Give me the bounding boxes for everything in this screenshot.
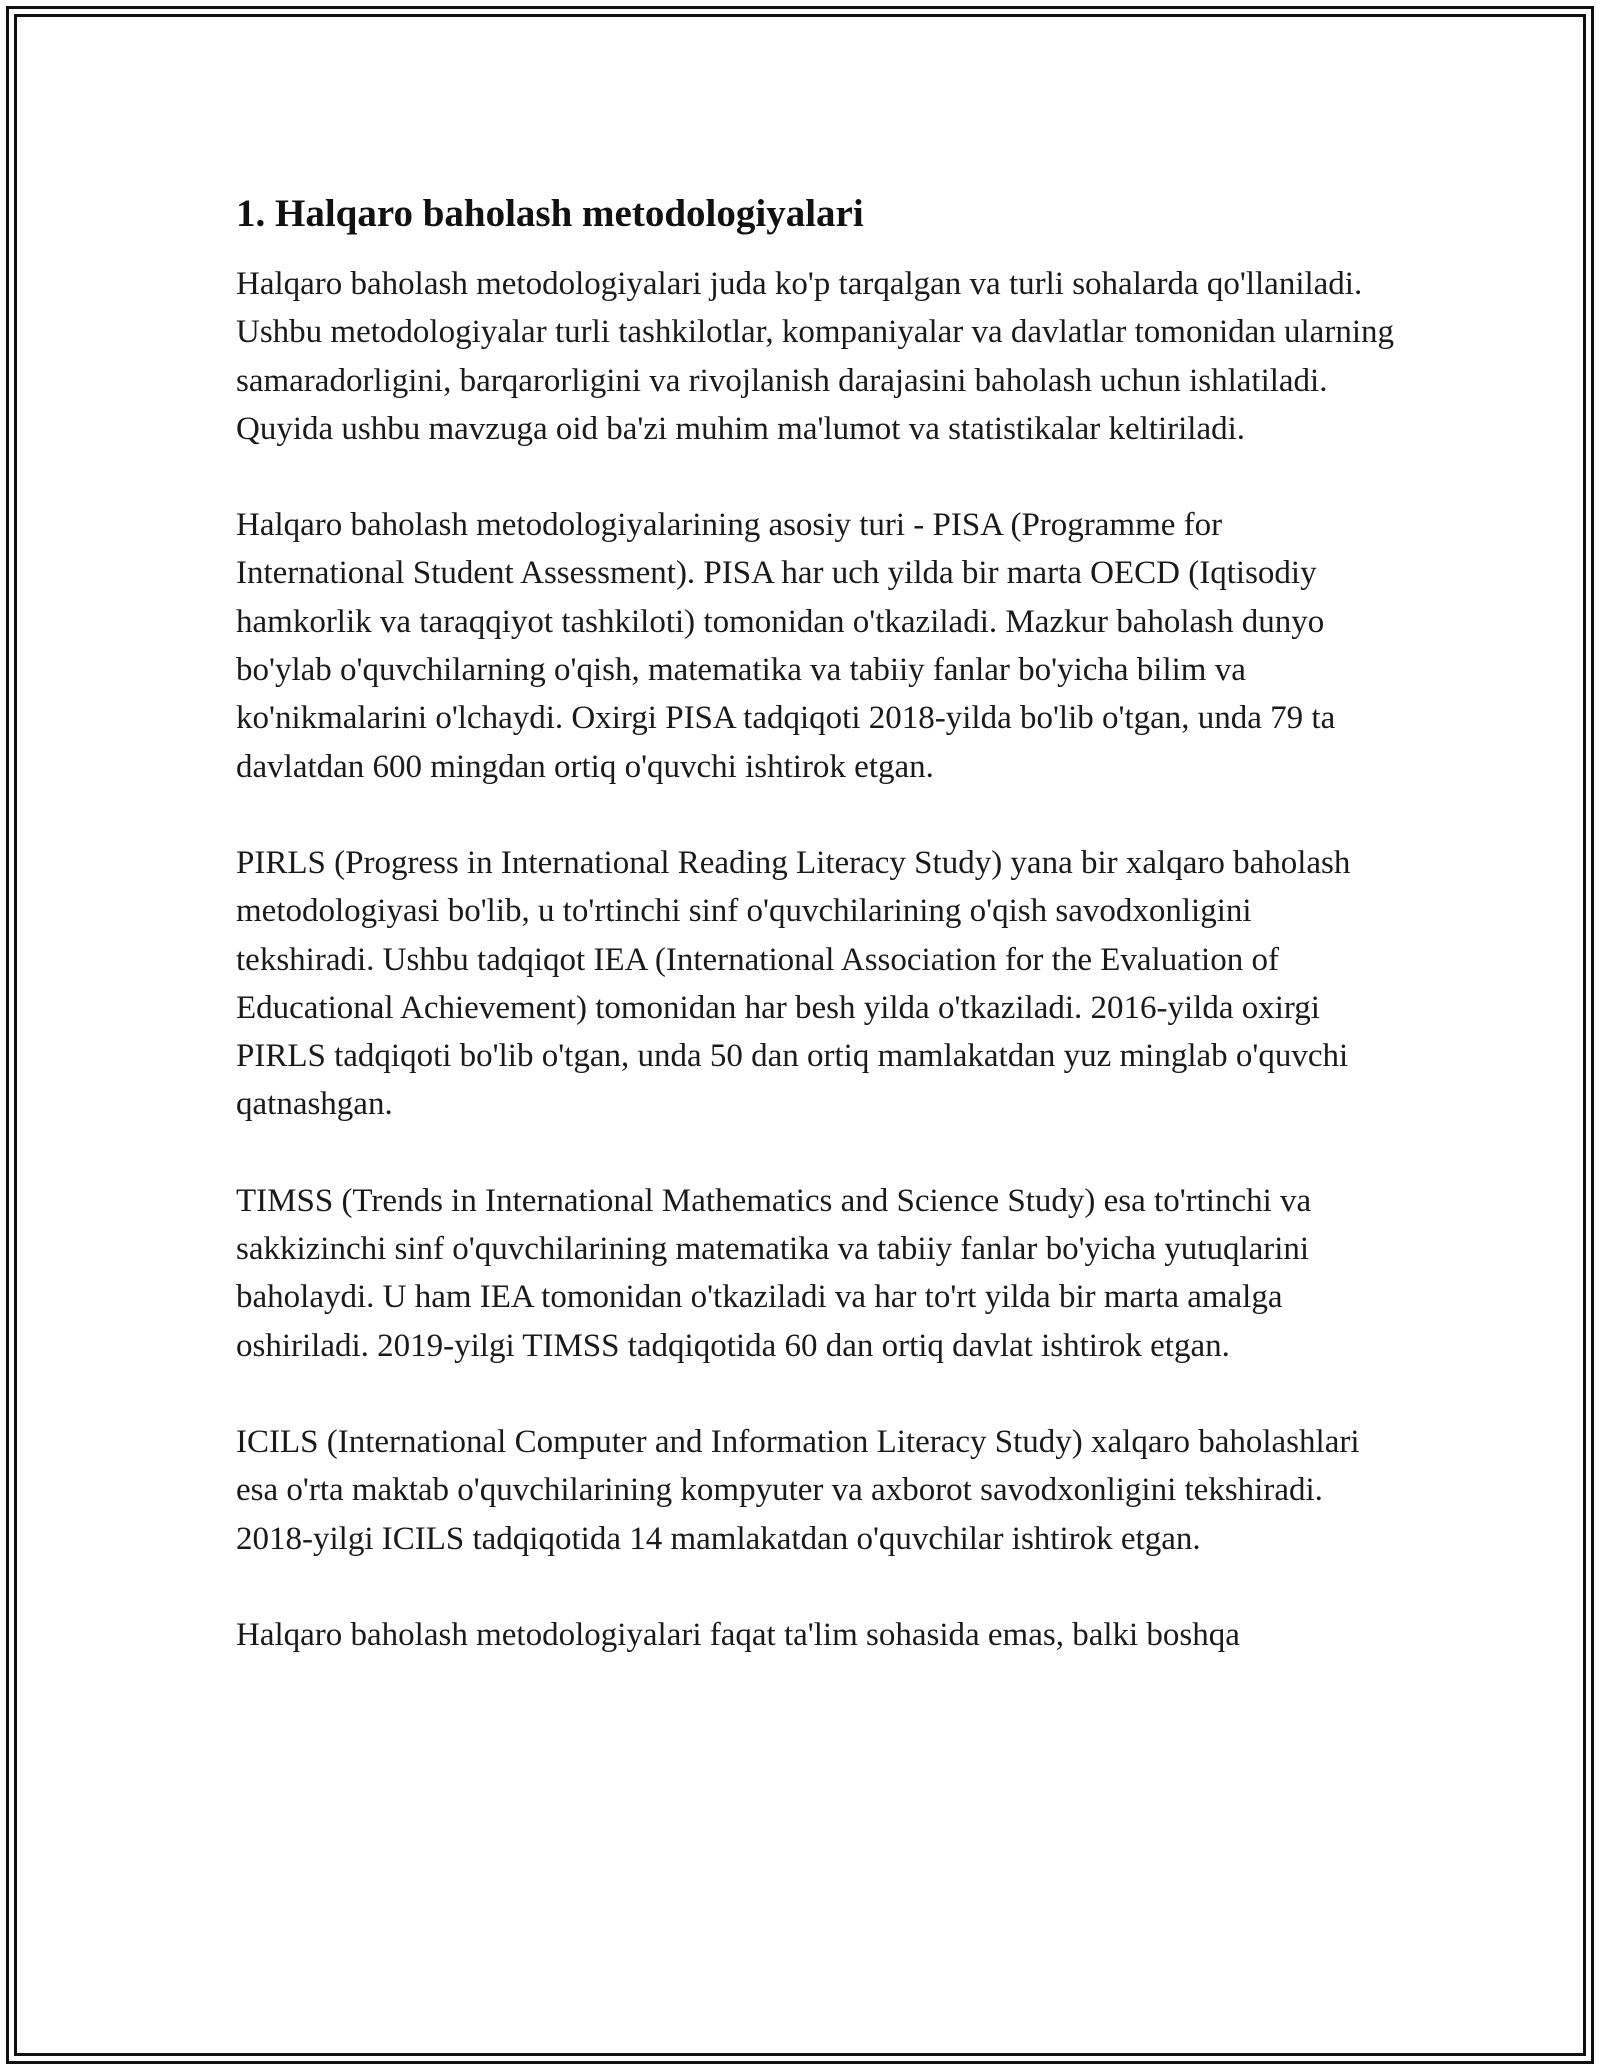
paragraph-pirls: PIRLS (Progress in International Reading Literacy Study) yana bir xalqaro baholash metodologiyasi bo'lib, u to'rtinchi sinf o'quvchilarining o'qish savodxonligini tekshiradi. Ushbu tadqiqot IEA (International Association for the Evaluation of Educational Achievement) tomonidan har besh yilda o'tkaziladi. 2016-yilda oxirgi PIRLS tadqiqoti bo'lib o'tgan, unda 50 dan ortiq mamlakatdan yuz minglab o'quvchi qatnashgan. xyxy=(236,844,1351,1123)
paragraph-icils: ICILS (International Computer and Information Literacy Study) xalqaro baholashlari esa o'rta maktab o'quvchilarining kompyuter va axborot savodxonligini tekshiradi. 2018-yilgi ICILS tadqiqotida 14 mamlakatdan o'quvchilar ishtirok etgan. xyxy=(236,1423,1360,1557)
paragraph-intro: Halqaro baholash metodologiyalari juda ko'p tarqalgan va turli sohalarda qo'llaniladi. Ushbu metodologiyalar turli tashkilotlar, kompaniyalar va davlatlar tomonidan ularning samaradorligini, barqarorligini va rivojlanish darajasini baholash uchun ishlatiladi. Quyida ushbu mavzuga oid ba'zi muhim ma'lumot va statistikalar keltiriladi. xyxy=(236,266,1394,447)
document-body xyxy=(236,186,1396,1707)
paragraph-timss: TIMSS (Trends in International Mathematics and Science Study) esa to'rtinchi va sakkizinchi sinf o'quvchilarining matematika va tabiiy fanlar bo'yicha yutuqlarini baholaydi. U ham IEA tomonidan o'tkaziladi va har to'rt yilda bir marta amalga oshiriladi. 2019-yilgi TIMSS tadqiqotida 60 dan ortiq davlat ishtirok etgan. xyxy=(236,1182,1312,1364)
paragraph-pisa: Halqaro baholash metodologiyalarining asosiy turi - PISA (Programme for International Student Assessment). PISA har uch yilda bir marta OECD (Iqtisodiy hamkorlik va taraqqiyot tashkiloti) tomonidan o'tkaziladi. Mazkur baholash dunyo bo'ylab o'quvchilarning o'qish, matematika va tabiiy fanlar bo'yicha bilim va ko'nikmalarini o'lchaydi. Oxirgi PISA tadqiqoti 2018-yilda bo'lib o'tgan, unda 79 ta davlatdan 600 mingdan ortiq o'quvchi ishtirok etgan. xyxy=(236,507,1336,785)
section-heading: 1. Halqaro baholash metodologiyalari xyxy=(236,192,864,235)
paragraph-continuation: Halqaro baholash metodologiyalari faqat ta'lim sohasida emas, balki boshqa xyxy=(236,1616,1240,1653)
